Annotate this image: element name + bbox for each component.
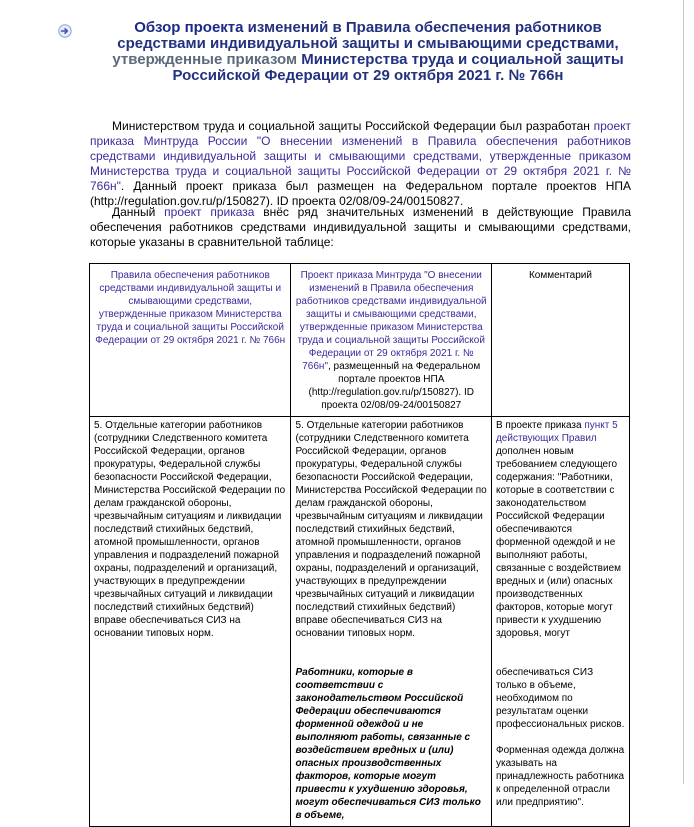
intro2-text: Данный [112, 205, 165, 219]
comment-text-4: Форменная одежда должна указывать на принадлежность работника к определенной отрасли или предприятию". [495, 745, 625, 808]
comment-cell [491, 417, 629, 827]
title-part-2: изменений в Правила обеспечения работников средствами индивидуальной защиты и смывающими средствами, [117, 19, 619, 52]
title-part-1: Обзор проекта [134, 19, 248, 36]
comment-text: В проекте приказа [495, 420, 585, 431]
intro-paragraph-2 [90, 205, 631, 250]
title-part-3: утвержденные приказом [112, 51, 298, 68]
draft-order-new-text: Работники, которые в соответствии с законодательством Российской Федерации обеспечиваются форменной одеждой и не выполняют работы, связанные с воздействием вредных и (или) опасных производственных факторов, которые могут привести к ухудшению здоровья, могут обеспечиваться СИЗ только в объеме, [295, 667, 481, 821]
title-part-4: Министерства труда и социальной защиты Российской Федерации от 29 октября 2021 г. № 766н [172, 51, 624, 84]
draft-order-link[interactable]: проект приказа Минтруда России "О внесении изменений в Правила обеспечения работников средствами индивидуальной защиты и смывающими средствами, утвержденные приказом Министерства труда и социальной защиты Российской Федерации от 29 октября 2021 г. № 766н" [90, 119, 631, 193]
intro-paragraph-1 [90, 119, 631, 209]
rules-point-5-link[interactable]: пункт 5 действующих Правил [495, 420, 618, 444]
draft-order-header-link[interactable]: Проект приказа Минтруда "О внесении изменений в Правила обеспечения работников средствами индивидуальной защиты и смывающими средствами, утвержденные приказом Министерства труда и социальной защиты Российской Федерации от 29 октября 2021 г. № 766н" [295, 270, 487, 372]
table-row [90, 417, 630, 827]
circle-arrow-right-icon[interactable] [58, 24, 72, 38]
header-comment: Комментарий [491, 264, 629, 417]
intro-text: Министерством труда и социальной защиты Российской Федерации был разработан [112, 119, 594, 133]
table-header-row [90, 264, 630, 417]
comparison-table [89, 263, 630, 827]
draft-order-header-text: , размещенный на Федеральном портале проектов НПА (http://regulation.gov.ru/p/150827). ID проекта 02/08/09-24/00150827 [308, 361, 481, 411]
comment-text-3: обеспечиваться СИЗ только в объеме, необходимом по результатам оценки профессиональных рисков. [495, 667, 625, 730]
current-rules-cell: 5. Отдельные категории работников (сотрудники Следственного комитета Российской Федерации, органов прокуратуры, Федеральной службы безопасности Российской Федерации, Министерства Российской Федерации по делам гражданской обороны, чрезвычайным ситуациям и ликвидации последствий стихийных бедствий, атомной промышленности, органов управления и подразделений пожарной охраны, подразделений и организаций, участвующих в предупреждении чрезвычайных ситуаций и ликвидации последствий стихийных бедствий) вправе обеспечиваться СИЗ на основании типовых норм. [90, 417, 291, 827]
page-right-border [683, 0, 684, 784]
header-draft-order [291, 264, 491, 417]
document-title [90, 20, 646, 84]
draft-order-link-2[interactable]: проект приказа [164, 205, 255, 219]
header-current-rules[interactable]: Правила обеспечения работников средствами индивидуальной защиты и смывающими средствами, утвержденные приказом Министерства труда и социальной защиты Российской Федерации от 29 октября 2021 г. № 766н [90, 264, 291, 417]
intro-text-end: . Данный проект приказа был размещен на Федеральном портале проектов НПА (http://regulation.gov.ru/p/150827). ID проекта 02/08/09-24/00150827. [90, 179, 631, 208]
draft-order-text: 5. Отдельные категории работников (сотрудники Следственного комитета Российской Федерации, органов прокуратуры, Федеральной службы безопасности Российской Федерации, Министерства Российской Федерации по делам гражданской обороны, чрезвычайным ситуациям и ликвидации последствий стихийных бедствий, атомной промышленности, органов управления и подразделений пожарной охраны, подразделений и организаций, участвующих в предупреждении чрезвычайных ситуаций и ликвидации последствий стихийных бедствий) вправе обеспечиваться СИЗ на основании типовых норм. [295, 420, 487, 639]
comment-text-2: дополнен новым требованием следующего содержания: "Работники, которые в соответствии с законодательством Российской Федерации обеспечиваются форменной одеждой и не выполняют работы, связанные с воздействием вредных и (или) опасных производственных факторов, которые могут привести к ухудшению здоровья, могут [495, 446, 621, 639]
intro2-text-end: внёс ряд значительных изменений в действующие Правила обеспечения работников средствами индивидуальной защиты и смывающими средствами, которые указаны в сравнительной таблице: [90, 205, 631, 249]
draft-order-cell [291, 417, 491, 827]
